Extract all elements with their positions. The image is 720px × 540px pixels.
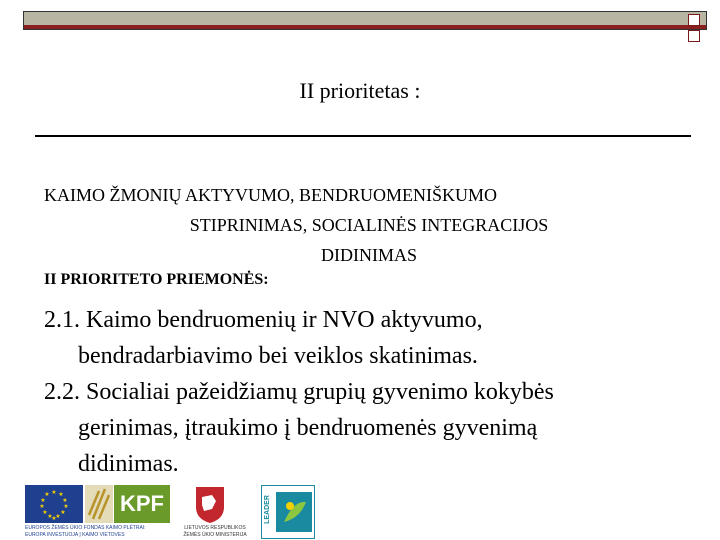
coat-of-arms-logo: [190, 485, 230, 525]
svg-text:★: ★: [58, 491, 64, 498]
priority-heading: [44, 180, 694, 270]
wheat-logo: [85, 485, 113, 523]
logo-strip: [25, 485, 325, 540]
eu-caption: [25, 525, 173, 539]
svg-text:★: ★: [40, 497, 46, 504]
list-item-line: 2.2. Socialiai pažeidžiamų grupių gyvenimo kokybės: [44, 379, 554, 405]
title-divider: [35, 135, 691, 137]
slide-title: [0, 78, 720, 104]
list-item-line: gerinimas, įtraukimo į bendruomenės gyvenimą: [78, 415, 538, 441]
leader-emblem-icon: [276, 492, 312, 532]
corner-square-decoration: [688, 30, 700, 42]
svg-text:★: ★: [51, 515, 57, 522]
eu-caption-line-1: EUROPOS ŽEMĖS ŪKIO FONDAS KAIMO PLĖTRAI:: [25, 525, 146, 531]
heading-line-1: KAIMO ŽMONIŲ AKTYVUMO, BENDRUOMENIŠKUMO: [44, 185, 497, 205]
corner-square-decoration: [688, 14, 700, 26]
list-item: [44, 374, 684, 482]
svg-text:★: ★: [47, 513, 53, 520]
eu-flag-logo: [25, 485, 83, 523]
heading-line-3: DIDINIMAS: [321, 245, 417, 265]
svg-text:★: ★: [60, 509, 66, 516]
ministry-caption: [175, 525, 255, 539]
header-bar: [23, 11, 707, 30]
svg-text:★: ★: [55, 513, 61, 520]
svg-text:★: ★: [42, 509, 48, 516]
measures-subheading: II PRIORITETO PRIEMONĖS:: [44, 271, 269, 288]
kpf-logo-text: KPF: [120, 491, 164, 516]
leader-logo-text: LEADER: [263, 495, 271, 524]
measures-list: [44, 302, 684, 482]
ministry-caption-line-2: ŽEMĖS ŪKIO MINISTERIJA: [183, 532, 247, 538]
list-item: [44, 302, 684, 374]
kpf-logo: [114, 485, 170, 523]
leader-logo: [261, 485, 315, 539]
svg-text:★: ★: [51, 489, 57, 496]
svg-text:★: ★: [63, 503, 69, 510]
list-item-line: 2.1. Kaimo bendruomenių ir NVO aktyvumo,: [44, 307, 483, 333]
list-item-line: didinimas.: [78, 451, 179, 477]
list-item-line: bendradarbiavimo bei veiklos skatinimas.: [78, 343, 478, 369]
ministry-caption-line-1: LIETUVOS RESPUBLIKOS: [184, 525, 246, 531]
eu-caption-line-2: EUROPA INVESTUOJA Į KAIMO VIETOVES: [25, 532, 125, 538]
svg-text:★: ★: [39, 503, 45, 510]
svg-text:★: ★: [62, 497, 68, 504]
slide-title-text: II prioritetas :: [299, 78, 421, 103]
svg-text:★: ★: [44, 491, 50, 498]
heading-line-2: STIPRINIMAS, SOCIALINĖS INTEGRACIJOS: [189, 215, 549, 235]
